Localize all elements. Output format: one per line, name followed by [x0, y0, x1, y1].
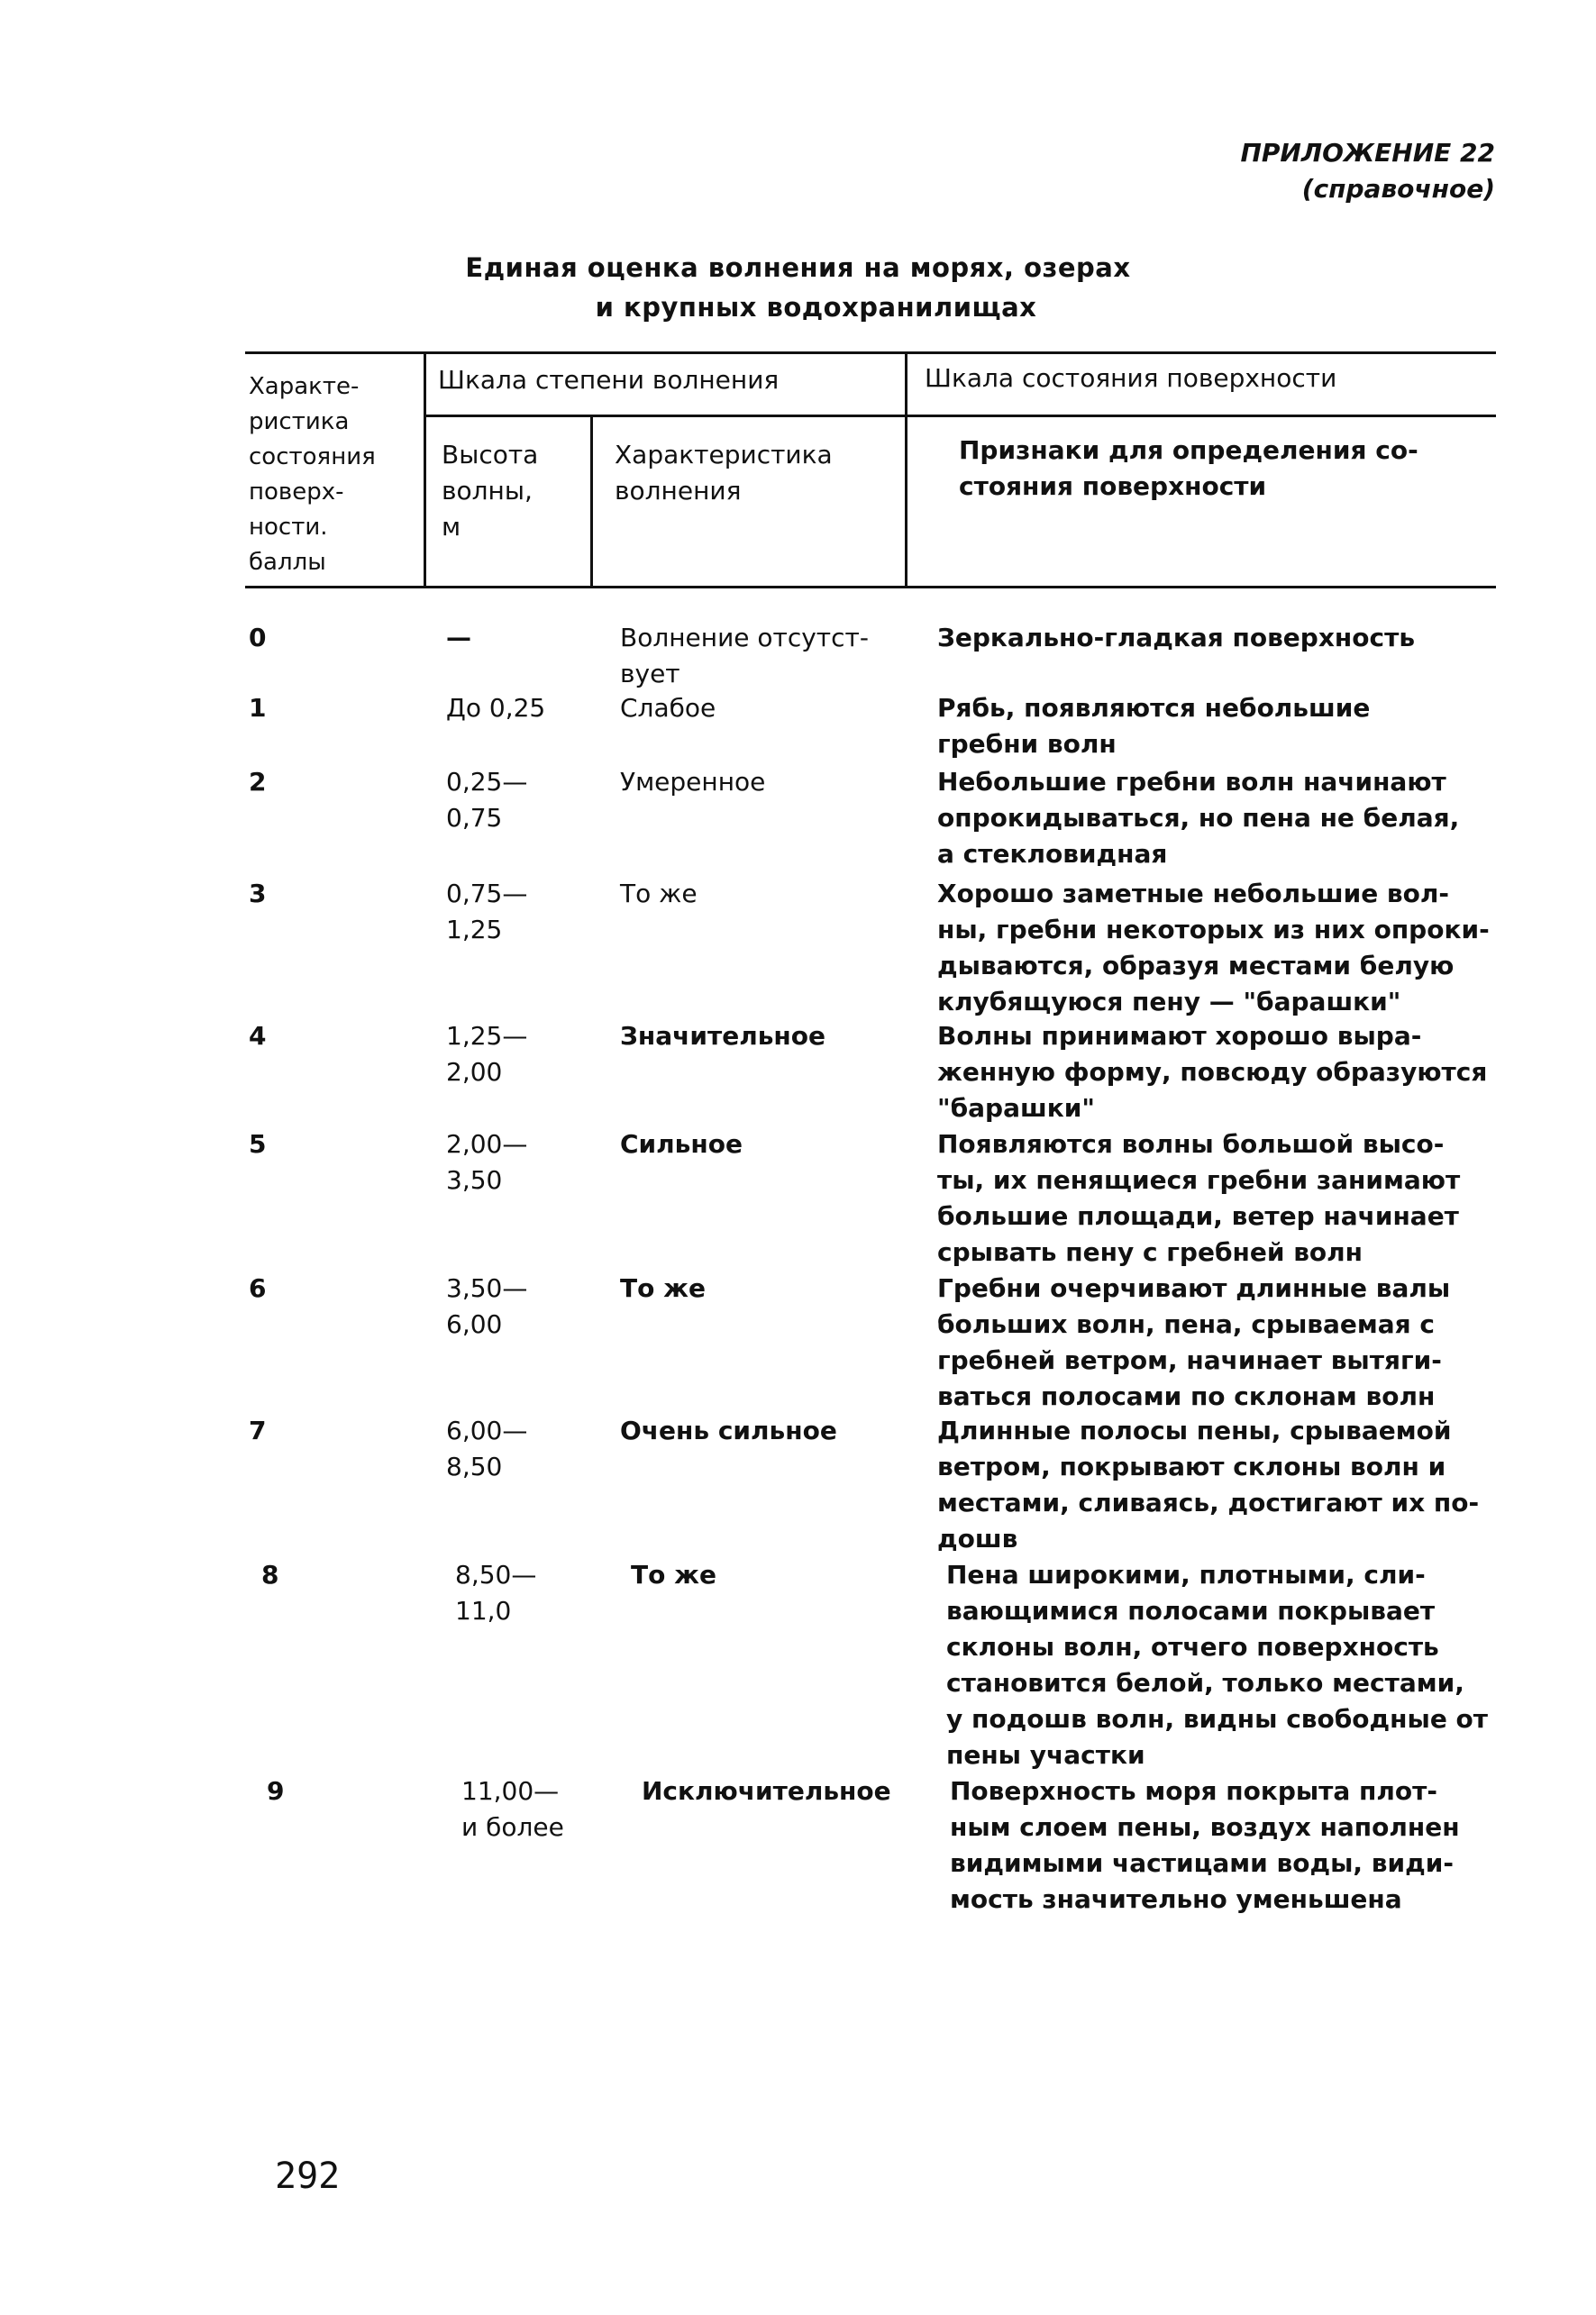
row-characteristic: Очень сильное	[620, 1416, 837, 1445]
header-divider-3	[905, 351, 907, 588]
document-title	[0, 248, 1596, 327]
row-signs: Зеркально-гладкая поверхность	[937, 623, 1416, 652]
row-characteristic: Исключительное	[642, 1776, 891, 1806]
row-score: 0	[249, 623, 267, 652]
title-line-1: Единая оценка волнения на морях, озерах	[465, 252, 1131, 283]
header-surface-scale-group: Шкала состояния поверхности	[925, 363, 1337, 393]
row-score: 3	[249, 879, 267, 908]
header-height-column: Высота волны, м	[442, 440, 539, 542]
row-characteristic: Волнение отсутст- вует	[620, 623, 869, 688]
row-signs: Небольшие гребни волн начинают опрокидываться, но пена не белая, а стекловидная	[937, 767, 1460, 869]
row-characteristic: Слабое	[620, 693, 716, 723]
header-wave-scale-group: Шкала степени волнения	[438, 365, 780, 395]
row-score: 5	[249, 1129, 267, 1159]
row-score: 9	[267, 1776, 285, 1806]
row-signs: Хорошо заметные небольшие вол- ны, гребни некоторых из них опроки- дываются, образуя местами белую клубящуюся пену — "барашки"	[937, 879, 1490, 1016]
row-signs: Появляются волны большой высо- ты, их пенящиеся гребни занимают большие площади, ветер начинает срывать пену с гребней волн	[937, 1129, 1461, 1267]
header-divider-1	[424, 351, 426, 588]
row-height: 3,50— 6,00	[446, 1273, 528, 1339]
row-characteristic: Сильное	[620, 1129, 743, 1159]
row-score: 2	[249, 767, 267, 797]
row-score: 1	[249, 693, 267, 723]
row-characteristic: То же	[620, 1273, 706, 1303]
row-score: 8	[261, 1560, 279, 1590]
row-score: 4	[249, 1021, 267, 1051]
row-signs: Поверхность моря покрыта плот- ным слоем пены, воздух наполнен видимыми частицами воды, види- мость значительно уменьшена	[950, 1776, 1460, 1914]
appendix-label	[1240, 135, 1495, 207]
header-top-rule	[245, 351, 1496, 354]
row-characteristic: То же	[620, 879, 698, 908]
header-subgroup-rule	[424, 415, 1496, 417]
title-line-2: и крупных водохранилищах	[595, 292, 1037, 323]
row-signs: Длинные полосы пены, срываемой ветром, покрывают склоны волн и местами, сливаясь, достигают их по- дошв	[937, 1416, 1480, 1554]
row-characteristic: Умеренное	[620, 767, 766, 797]
row-signs: Гребни очерчивают длинные валы больших волн, пена, срываемая с гребней ветром, начинает вытяги- ваться полосами по склонам волн	[937, 1273, 1451, 1411]
header-char-column: Характеристика волнения	[615, 440, 833, 506]
row-signs: Рябь, появляются небольшие гребни волн	[937, 693, 1371, 759]
row-height: 6,00— 8,50	[446, 1416, 528, 1481]
appendix-number: ПРИЛОЖЕНИЕ 22	[1240, 138, 1495, 168]
header-score-column: Характе- ристика состояния поверх- ности. баллы	[249, 373, 376, 576]
row-height: 0,25— 0,75	[446, 767, 528, 833]
row-height: 11,00— и более	[461, 1776, 564, 1842]
row-height: 2,00— 3,50	[446, 1129, 528, 1195]
row-characteristic: Значительное	[620, 1021, 825, 1051]
header-signs-column: Признаки для определения со- стояния поверхности	[959, 435, 1418, 501]
row-score: 7	[249, 1416, 267, 1445]
page-number: 292	[275, 2156, 341, 2197]
header-divider-2	[590, 415, 593, 588]
appendix-note: (справочное)	[1301, 174, 1495, 204]
row-score: 6	[249, 1273, 267, 1303]
row-height: 1,25— 2,00	[446, 1021, 528, 1087]
row-signs: Волны принимают хорошо выра- женную форму, повсюду образуются "барашки"	[937, 1021, 1488, 1123]
row-characteristic: То же	[631, 1560, 716, 1590]
row-height: 0,75— 1,25	[446, 879, 528, 944]
row-signs: Пена широкими, плотными, сли- вающимися полосами покрывает склоны волн, отчего поверхность становится белой, только местами, у подошв волн, видны свободные от пены участки	[946, 1560, 1489, 1770]
row-height: 8,50— 11,0	[455, 1560, 537, 1626]
row-height: До 0,25	[446, 693, 546, 723]
row-height: —	[446, 623, 471, 652]
header-bottom-rule	[245, 586, 1496, 588]
